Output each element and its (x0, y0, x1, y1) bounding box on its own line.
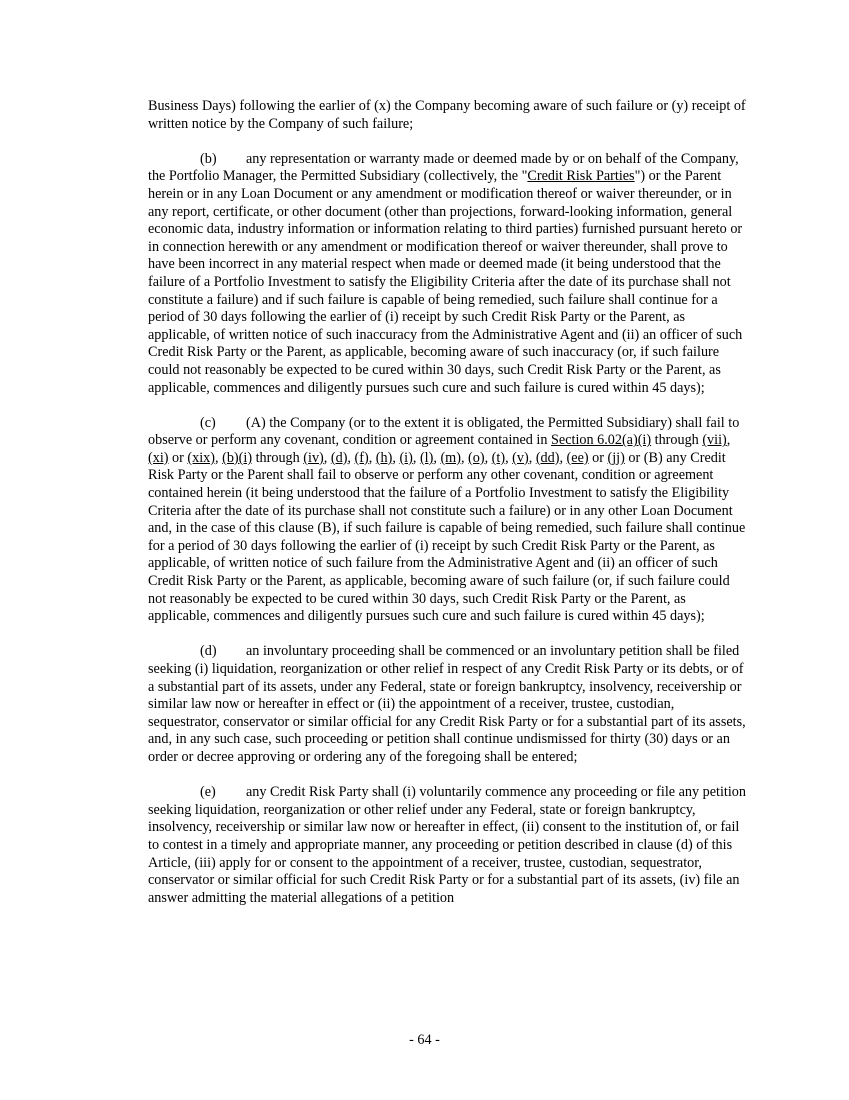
clause-e-text: any Credit Risk Party shall (i) voluntarily commence any proceeding or file any petition seeking liquidation, reorganization or other relief under any Federal, state or foreign bankruptcy, insolvency, receivership or similar law now or hereafter in effect, (ii) consent to the institution of, or fail to contest in a timely and appropriate manner, any proceeding or petition described in clause (d) of this Article, (iii) apply for or consent to the appointment of a receiver, trustee, custodian, sequestrator, conservator or similar official for such Credit Risk Party or for a substantial part of its assets, (iv) file an answer admitting the material allegations of a petition (148, 784, 746, 906)
separator: , (323, 449, 331, 466)
clause-c-text-5: , (215, 449, 223, 466)
clause-reference: (xi) (148, 449, 169, 466)
clause-d-text: an involuntary proceeding shall be commenced or an involuntary petition shall be filed seeking (i) liquidation, reorganization or other relief in respect of any Credit Risk Party or its debts, or of a substantial part of its assets, under any Federal, state or foreign bankruptcy, insolvency, receivership or similar law now or hereafter in effect or (ii) the appointment of a receiver, trustee, custodian, sequestrator, conservator or similar official for any Credit Risk Party or for a substantial part of its assets, and, in any such case, such proceeding or petition shall continue undismissed for thirty (30) days or an order or decree approving or ordering any of the foregoing shall be entered; (148, 643, 746, 765)
clause-reference: (t) (491, 449, 506, 466)
clause-reference: (i) (399, 449, 413, 466)
clause-b-paragraph (148, 151, 748, 397)
clause-d-paragraph (148, 643, 748, 766)
clause-reference: (o) (468, 449, 485, 466)
clause-b-text-2: ") or the Parent herein or in any Loan Document or any amendment or modification thereof or waiver thereunder, or in any report, certificate, or other document (other than projections, forward-looking information, general economic data, industry information or information relating to third parties) furnished pursuant hereto or in connection herewith or any amendment or modification thereof or waiver thereunder, shall prove to have been incorrect in any material respect when made or deemed made (it being understood that the failure of a Portfolio Investment to satisfy the Eligibility Criteria after the date of its purchase shall not constitute a failure) and if such failure is capable of being remedied, such failure shall continue for a period of 30 days following the earlier of (i) receipt by such Credit Risk Party or the Parent, as applicable, of written notice of such inaccuracy from the Administrative Agent and (ii) an officer of such Credit Risk Party or the Parent, as applicable, becoming aware of such inaccuracy (or, if such failure could not reasonably be expected to be cured within 30 days, such Credit Risk Party or the Parent, as applicable, commences and diligently pursues such cure and such failure is cured within 45 days); (148, 168, 743, 396)
clause-c-text-7: or (588, 449, 608, 466)
clause-reference: (d) (330, 449, 348, 466)
clause-b-label: (b) (200, 150, 217, 167)
section-reference: Section 6.02(a)(i) (551, 432, 652, 449)
clause-reference: (ee) (566, 449, 589, 466)
separator: , (528, 449, 536, 466)
clause-c-text-6: through (252, 449, 304, 466)
clause-reference: (jj) (607, 449, 625, 466)
clause-c-text-1: (A) the Company (or to the extent it is obligated, the Permitted Subsidiary) shall fail to observe or perform any covenant, condition or agreement contained in (148, 414, 740, 449)
separator: , (559, 449, 567, 466)
document-page (148, 98, 748, 925)
separator: , (412, 449, 420, 466)
separator: , (347, 449, 355, 466)
clause-reference: (v) (512, 449, 529, 466)
clause-reference: (iv) (303, 449, 324, 466)
separator: , (460, 449, 469, 466)
clause-reference: (xix) (187, 449, 216, 466)
clause-reference: (dd) (535, 449, 560, 466)
clause-c-text-2: through (651, 432, 703, 449)
clause-c-paragraph (148, 415, 748, 626)
page-number: - 64 - (409, 1032, 440, 1048)
credit-risk-parties-term: Credit Risk Parties (527, 168, 635, 185)
clause-reference: (l) (419, 449, 434, 466)
separator: , (433, 449, 441, 466)
separator: , (484, 449, 492, 466)
continuation-paragraph: Business Days) following the earlier of (x) the Company becoming aware of such failure or (y) receipt of written notice by the Company of such failure; (148, 98, 746, 132)
clause-e-paragraph (148, 784, 748, 907)
clause-reference: (b)(i) (222, 449, 253, 466)
clause-reference: (vii) (702, 432, 727, 449)
clause-d-label: (d) (200, 643, 217, 660)
separator: , (505, 449, 513, 466)
clause-b-text-1: any representation or warranty made or deemed made by or on behalf of the Company, the Portfolio Manager, the Permitted Subsidiary (collectively, the " (148, 150, 739, 185)
clause-c-text-8: or (B) any Credit Risk Party or the Parent shall fail to observe or perform any other covenant, condition or agreement contained herein (it being understood that the failure of a Portfolio Investment to satisfy the Eligibility Criteria after the date of its purchase shall not constitute such a failure) or in any other Loan Document and, in the case of this clause (B), if such failure is capable of being remedied, such failure shall continue for a period of 30 days following the earlier of (i) receipt by such Credit Risk Party or the Parent, as applicable, of written notice of such failure from the Administrative Agent and (ii) an officer of such Credit Risk Party or the Parent, as applicable, becoming aware of such failure (or, if such failure could not reasonably be expected to be cured within 30 days, such Credit Risk Party or the Parent, as applicable, commences and diligently pursues such cure and such failure is cured within 45 days); (148, 449, 746, 625)
clause-c-label: (c) (200, 414, 216, 431)
separator: , (368, 449, 376, 466)
clause-reference: (m) (440, 449, 461, 466)
clause-reference: (h) (375, 449, 393, 466)
clause-c-text-3: , (726, 432, 731, 449)
clause-c-text-4: or (168, 449, 188, 466)
clause-e-label: (e) (200, 784, 216, 801)
separator: , (392, 449, 400, 466)
clause-reference: (f) (354, 449, 369, 466)
